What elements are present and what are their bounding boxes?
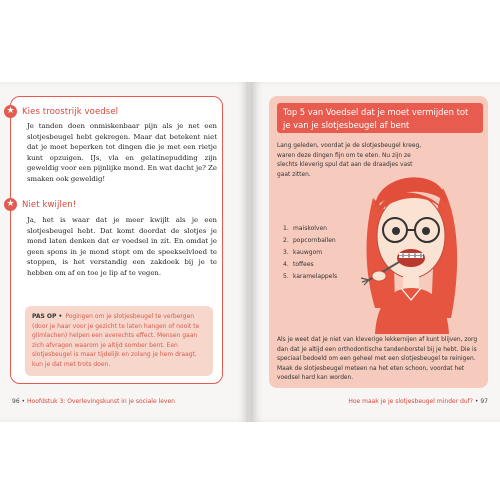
section-header-drool <box>6 198 77 211</box>
list-item: 5. karamelappels <box>283 273 338 280</box>
warning-label: PAS OP • <box>32 313 63 320</box>
tips-box <box>6 96 223 384</box>
left-page <box>0 82 249 422</box>
warning-text <box>32 312 208 370</box>
right-footer <box>348 398 488 405</box>
warning-body: Pogingen om je slotjesbeugel te verbergen (door je haar voor je gezicht te laten hangen of nooit te glimlachen) helpen een averechts effect. Mensen gaan zich afvragen waarom je altijd somber bent. Een slotjesbeugel is maar tijdelijk en zolang je hem draagt, kun je dat met trots doen. <box>32 313 200 368</box>
panel-title: Top 5 van Voedsel dat je moet vermijden tot je van je slotjesbeugel af bent <box>277 103 483 133</box>
book-spread <box>0 82 500 422</box>
page-number: • 97 <box>474 398 488 405</box>
list-item: 3. kauwgom <box>283 249 323 256</box>
star-icon: ★ <box>4 105 17 118</box>
section-question: Hoe maak je je slotjesbeugel minder duf? <box>348 398 473 405</box>
intro-text: Lang geleden, voordat je de slotjesbeugel kreeg, waren deze dingen fijn om te eten. Nu zijn ze slechts kleverig spul dat aan de draadjes vast gaat zitten. <box>277 143 422 178</box>
chapter-title: Hoofdstuk 3: Overlevingskunst in je sociale leven <box>27 398 175 405</box>
section-header-comfort-food <box>6 105 119 118</box>
list-item: 4. toffees <box>283 261 314 268</box>
list-item: 2. popcornballen <box>283 237 336 244</box>
page-number: 96 • <box>12 398 26 405</box>
section-body: Je tanden doen onmiskenbaar pijn als je net een slotjesbeugel hebt gekregen. Maar dat betekent niet dat je moet beperken tot dingen die je met een rietje kunt opzuigen. IJs, vla en gelatinepudding zijn geweldig voor een pijnlijke mond. En wat dacht je? Ze smaken ook geweldig! <box>27 122 217 183</box>
section-body: Ja, het is waar dat je meer kwijlt als je een slotjesbeugel hebt. Dat komt doordat de slotjes je mond laten denken dat er voedsel in zit. En omdat je geen spons in je mond stopt om de speekselvloed te stoppen, is het verstandig een zakdoek bij je te hebben om af en toe je lip af te vegen. <box>27 216 217 277</box>
list-item: 1. maiskolven <box>283 225 327 232</box>
outro-text: Als je weet dat je niet van kleverige lekkernijen af kunt blijven, zorg dan dat je altijd een orthodontische tandenborstel bij je hebt. Die is speciaal bedoeld om een geheel met een slotjesbeugel te reinigen. Maak de slotjesbeugel meteen na het eten schoon, voordat het voedsel hard kan worden. <box>277 337 478 381</box>
left-footer <box>12 398 175 405</box>
top5-panel <box>269 96 488 388</box>
star-icon: ★ <box>4 198 17 211</box>
girl-with-braces-illustration <box>355 158 467 334</box>
food-list <box>283 223 337 283</box>
warning-box <box>25 306 213 376</box>
section-title: Kies troostrijk voedsel <box>22 106 119 117</box>
section-title: Niet kwijlen! <box>22 199 77 210</box>
right-page <box>251 82 500 422</box>
